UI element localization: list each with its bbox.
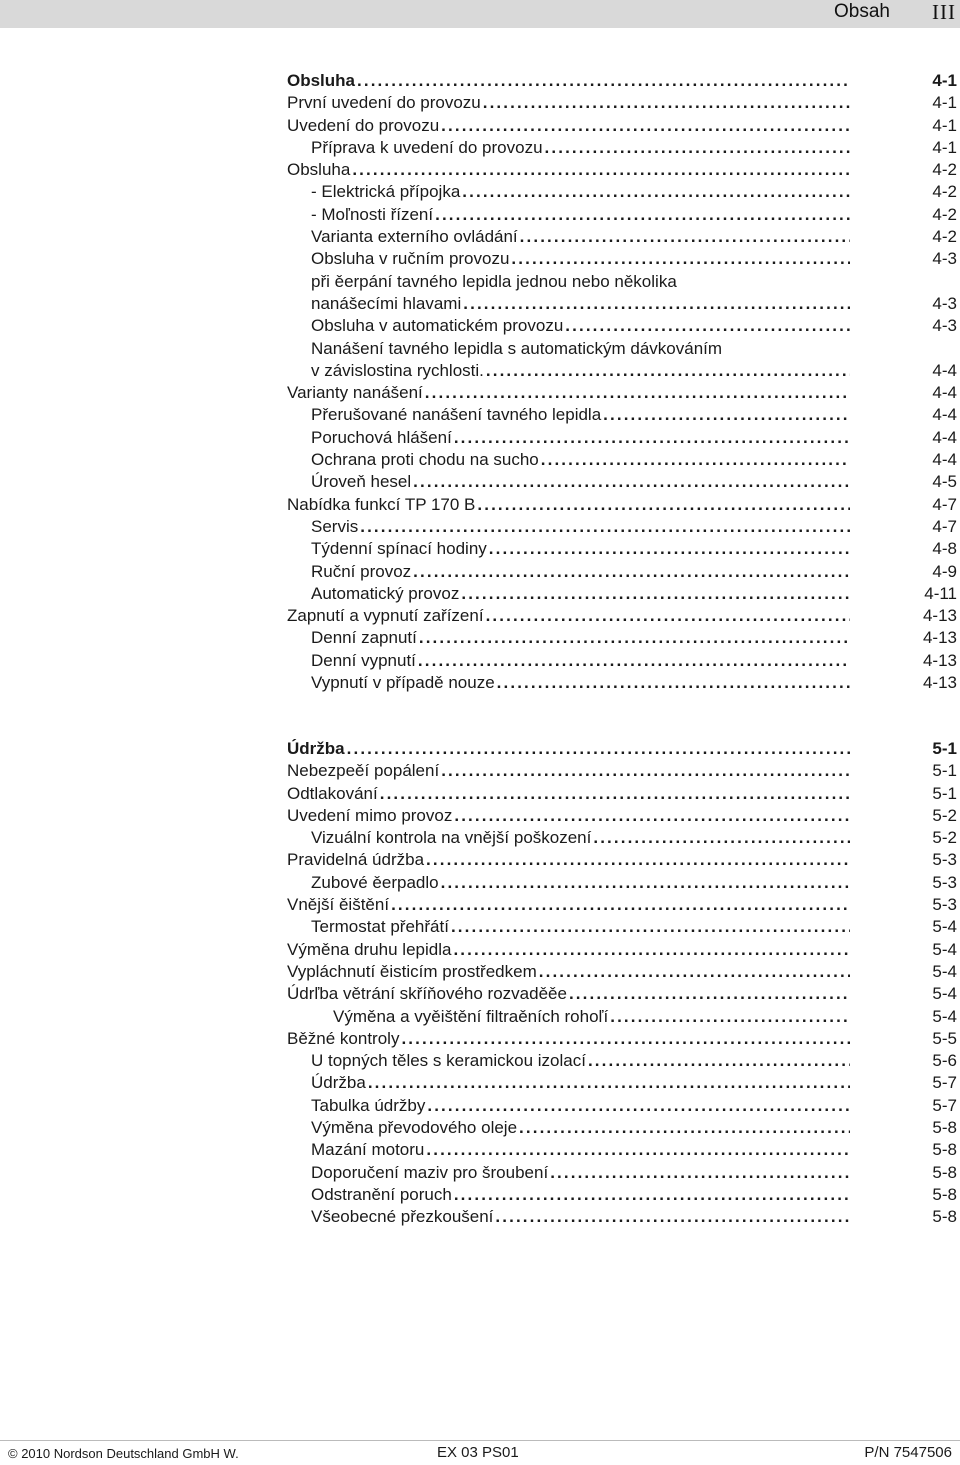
toc-entry[interactable] — [287, 471, 957, 493]
toc-entry-title: Varianta externího ovládání — [311, 227, 518, 247]
toc-entry[interactable] — [287, 449, 957, 471]
toc-entry-page: 4-13 — [922, 606, 957, 626]
toc-entry-title: Automatický provoz — [311, 583, 460, 603]
toc-entry-page: 4-13 — [922, 628, 957, 648]
toc-entry-title: Uvedení do provozu — [287, 115, 440, 135]
toc-entry-page: 5-6 — [932, 1051, 957, 1071]
toc-entry-page: 4-1 — [932, 137, 957, 157]
toc-entry-title: Vypláchnutí ěisticím prostředkem — [287, 961, 537, 981]
toc-entry[interactable] — [287, 137, 957, 159]
toc-entry[interactable] — [287, 805, 957, 827]
toc-entry-page: 4-1 — [932, 115, 957, 135]
toc-entry[interactable] — [287, 382, 957, 404]
toc-entry[interactable] — [287, 271, 957, 293]
toc-entry-page: 4-1 — [932, 71, 957, 90]
toc-entry[interactable] — [287, 605, 957, 627]
toc-entry-title: Vizuální kontrola na vnější poškození — [311, 828, 592, 848]
toc-entry-page: 4-11 — [924, 583, 957, 603]
toc-entry[interactable] — [287, 360, 957, 382]
toc-entry[interactable] — [287, 204, 957, 226]
toc-section-obsluha — [287, 70, 957, 694]
toc-entry[interactable] — [287, 115, 957, 137]
toc-entry-title: při ěerpání tavného lepidla jednou nebo několika — [311, 271, 677, 291]
toc-entry-title: Vnější ěištění — [287, 895, 390, 915]
toc-entry[interactable] — [287, 159, 957, 181]
toc-entry[interactable] — [287, 404, 957, 426]
toc-entry[interactable] — [287, 561, 957, 583]
toc-entry[interactable] — [287, 181, 957, 203]
toc-entry-title: Poruchová hlášení — [311, 427, 452, 447]
toc-entry[interactable] — [287, 338, 957, 360]
toc-entry[interactable] — [287, 650, 957, 672]
toc-entry-page: 4-2 — [932, 227, 957, 247]
toc-entry-title: Servis — [311, 516, 359, 536]
toc-entry[interactable] — [287, 1206, 957, 1228]
toc-entry[interactable] — [287, 1072, 957, 1094]
toc-entry-page: 4-4 — [932, 405, 957, 425]
toc-entry-title: - Moľnosti řízení — [311, 204, 434, 224]
toc-entry-title: Běžné kontroly — [287, 1028, 400, 1048]
toc-entry-page: 5-8 — [932, 1162, 957, 1182]
toc-entry[interactable] — [287, 293, 957, 315]
toc-entry-page: 5-5 — [932, 1028, 957, 1048]
toc-entry-title: Údržba — [287, 739, 345, 758]
toc-entry-page: 5-4 — [932, 1006, 957, 1026]
toc-entry-title: Obsluha — [287, 71, 356, 90]
toc-chapter-entry[interactable] — [287, 738, 957, 760]
toc-entry-page: 4-13 — [922, 650, 957, 670]
toc-entry-title: Nanášení tavného lepidla s automatickým dávkováním — [311, 338, 723, 358]
toc-entry[interactable] — [287, 1028, 957, 1050]
toc-entry[interactable] — [287, 961, 957, 983]
toc-entry-title: Odstranění poruch — [311, 1184, 452, 1204]
toc-entry[interactable] — [287, 672, 957, 694]
toc-chapter-entry[interactable] — [287, 70, 957, 92]
toc-entry-title: Vypnutí v případě nouze — [311, 673, 495, 693]
toc-entry[interactable] — [287, 226, 957, 248]
toc-entry-title: Doporučení maziv pro šroubení — [311, 1162, 549, 1182]
toc-entry-page: 5-3 — [932, 850, 957, 870]
toc-entry-title: Výměna druhu lepidla — [287, 939, 452, 959]
toc-entry-page: 5-1 — [932, 739, 957, 758]
toc-entry[interactable] — [287, 627, 957, 649]
toc-entry-title: Termostat přehřátí — [311, 917, 449, 937]
toc-entry[interactable] — [287, 783, 957, 805]
toc-entry-page: 5-7 — [932, 1073, 957, 1093]
toc-entry[interactable] — [287, 516, 957, 538]
toc-entry-page: 5-4 — [932, 917, 957, 937]
toc-entry[interactable] — [287, 427, 957, 449]
toc-entry-page: 5-4 — [932, 939, 957, 959]
toc-entry-title: v závislostina rychlosti. — [311, 360, 484, 380]
toc-entry[interactable] — [287, 92, 957, 114]
toc-entry-title: Ruční provoz — [311, 561, 412, 581]
toc-entry-page: 5-4 — [932, 961, 957, 981]
toc-entry[interactable] — [287, 939, 957, 961]
toc-entry[interactable] — [287, 315, 957, 337]
page-footer — [0, 1444, 960, 1465]
toc-section-udrzba — [287, 738, 957, 1229]
toc-entry[interactable] — [287, 849, 957, 871]
toc-entry-title: Údrľba větrání skříňového rozvaděěe — [287, 984, 567, 1004]
toc-entry-title: Příprava k uvedení do provozu — [311, 137, 543, 157]
toc-entry-page: 5-8 — [932, 1140, 957, 1160]
toc-entry[interactable] — [287, 583, 957, 605]
header-page-number: III — [932, 0, 956, 24]
toc-entry-title: Tabulka údržby — [311, 1095, 426, 1115]
toc-entry-page: 4-1 — [932, 93, 957, 113]
toc-entry-page: 5-8 — [932, 1207, 957, 1227]
toc-entry-page: 5-4 — [932, 984, 957, 1004]
toc-entry[interactable] — [287, 1117, 957, 1139]
toc-entry[interactable] — [287, 248, 957, 270]
toc-entry-page: 5-7 — [932, 1095, 957, 1115]
toc-entry-title: Všeobecné přezkoušení — [311, 1207, 494, 1227]
toc-entry-title: Varianty nanášení — [287, 383, 423, 403]
footer-copyright: © 2010 Nordson Deutschland GmbH W. — [8, 1446, 239, 1461]
toc-entry[interactable] — [287, 494, 957, 516]
toc-entry-title: Úroveň hesel — [311, 472, 412, 492]
footer-part-number: P/N 7547506 — [864, 1444, 952, 1461]
toc-entry-title: Týdenní spínací hodiny — [311, 539, 487, 559]
toc-entry-page: 5-1 — [932, 761, 957, 781]
toc-entry-page: 5-3 — [932, 872, 957, 892]
toc-entry[interactable] — [287, 827, 957, 849]
toc-entry-title: U topných těles s keramickou izolací — [311, 1051, 586, 1071]
toc-entry[interactable] — [287, 872, 957, 894]
toc-entry-page: 4-2 — [932, 204, 957, 224]
toc-entry-title: Odtlakování — [287, 783, 378, 803]
toc-entry[interactable] — [287, 1139, 957, 1161]
toc-entry[interactable] — [287, 1050, 957, 1072]
toc-entry-page: 5-8 — [932, 1118, 957, 1138]
toc-entry-page: 4-9 — [932, 561, 957, 581]
toc-entry-page: 4-7 — [932, 516, 957, 536]
toc-entry-page: 4-7 — [932, 494, 957, 514]
footer-rule — [0, 1440, 960, 1441]
toc-entry-title: Zubové ěerpadlo — [311, 872, 439, 892]
toc-entry-page: 4-4 — [932, 383, 957, 403]
toc-entry-title: nanášecími hlavami — [311, 293, 462, 313]
toc-entry[interactable] — [287, 1095, 957, 1117]
toc-entry-page: 4-13 — [922, 673, 957, 693]
toc-entry-page: 4-3 — [932, 249, 957, 269]
toc-entry-title: Výměna převodového oleje — [311, 1118, 518, 1138]
toc-entry-title: Denní zapnutí — [311, 628, 417, 648]
toc-entry[interactable] — [287, 1162, 957, 1184]
toc-entry[interactable] — [287, 1006, 957, 1028]
toc-entry-page: 5-1 — [932, 783, 957, 803]
toc-entry[interactable] — [287, 538, 957, 560]
toc-entry-page: 4-3 — [932, 316, 957, 336]
toc-entry-page: 4-2 — [932, 160, 957, 180]
toc-entry-page: 5-3 — [932, 895, 957, 915]
toc-entry-title: Uvedení mimo provoz — [287, 805, 453, 825]
toc-entry-title: Přerušované nanášení tavného lepidla — [311, 405, 602, 425]
toc-entry-page: 5-8 — [932, 1184, 957, 1204]
page-header — [0, 0, 960, 28]
toc-entry-page: 4-4 — [932, 360, 957, 380]
toc-entry-page: 4-3 — [932, 293, 957, 313]
toc-entry[interactable] — [287, 760, 957, 782]
toc-entry-page: 5-2 — [932, 828, 957, 848]
toc-entry-title: Obsluha — [287, 160, 351, 180]
toc-entry-title: První uvedení do provozu — [287, 93, 481, 113]
toc-entry[interactable] — [287, 916, 957, 938]
toc-entry-page: 4-5 — [932, 472, 957, 492]
toc-entry-title: Obsluha v ručním provozu — [311, 249, 510, 269]
toc-entry-title: Ochrana proti chodu na sucho — [311, 450, 539, 470]
toc-entry-title: Údržba — [311, 1073, 366, 1093]
toc-entry[interactable] — [287, 1184, 957, 1206]
toc-entry-page: 5-2 — [932, 805, 957, 825]
toc-entry-page: 4-2 — [932, 182, 957, 202]
footer-doc-code: EX 03 PS01 — [437, 1444, 519, 1461]
toc-entry[interactable] — [287, 983, 957, 1005]
toc-entry-title: Zapnutí a vypnutí zařízení — [287, 606, 484, 626]
toc-entry-page: 4-4 — [932, 450, 957, 470]
toc-entry-title: Nabídka funkcí TP 170 B — [287, 494, 476, 514]
toc-entry-title: - Elektrická přípojka — [311, 182, 461, 202]
toc-entry-page: 4-8 — [932, 539, 957, 559]
toc-entry-title: Výměna a vyěištění filtraěních rohoľí — [333, 1006, 609, 1026]
toc-entry-page: 4-4 — [932, 427, 957, 447]
toc-entry-title: Obsluha v automatickém provozu — [311, 316, 564, 336]
header-title: Obsah — [834, 1, 890, 22]
toc-entry-title: Nebezpeěí popálení — [287, 761, 440, 781]
toc-entry-title: Mazání motoru — [311, 1140, 425, 1160]
toc-entry-title: Pravidelná údržba — [287, 850, 425, 870]
toc-entry[interactable] — [287, 894, 957, 916]
toc-entry-title: Denní vypnutí — [311, 650, 416, 670]
